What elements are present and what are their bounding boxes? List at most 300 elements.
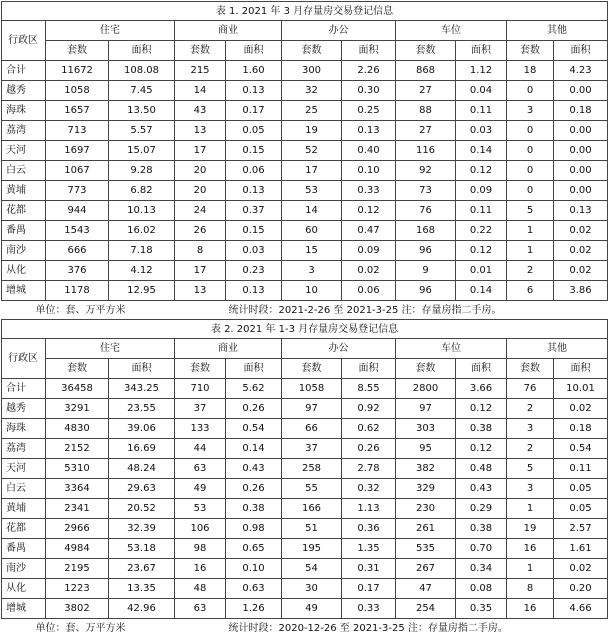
table-cell: 0.48 bbox=[456, 459, 507, 479]
table-cell: 16 bbox=[175, 559, 226, 579]
region-header: 行政区 bbox=[2, 21, 46, 61]
table-cell: 48 bbox=[175, 579, 226, 599]
subheader-count: 套数 bbox=[396, 359, 456, 379]
table-cell: 0.37 bbox=[226, 201, 282, 221]
table-row bbox=[2, 419, 608, 439]
table-cell: 5 bbox=[507, 201, 554, 221]
table-cell: 51 bbox=[282, 519, 342, 539]
region-name: 黄埔 bbox=[2, 181, 46, 201]
table-cell: 0.05 bbox=[226, 121, 282, 141]
table-cell: 0.29 bbox=[456, 499, 507, 519]
table-cell: 0.70 bbox=[456, 539, 507, 559]
group-header: 住宅 bbox=[46, 21, 175, 41]
table-cell: 1223 bbox=[46, 579, 109, 599]
table-cell: 1.12 bbox=[456, 61, 507, 81]
table-cell: 1 bbox=[507, 241, 554, 261]
region-name: 番禺 bbox=[2, 539, 46, 559]
table-cell: 3364 bbox=[46, 479, 109, 499]
table-cell: 0.04 bbox=[456, 81, 507, 101]
table-cell: 0.38 bbox=[456, 519, 507, 539]
table-row bbox=[2, 161, 608, 181]
unit-note: 单位：套、万平方米 bbox=[2, 301, 226, 320]
table-row bbox=[2, 121, 608, 141]
table-cell: 20 bbox=[175, 161, 226, 181]
table-cell: 0 bbox=[507, 161, 554, 181]
table-cell: 535 bbox=[396, 539, 456, 559]
subheader-count: 套数 bbox=[282, 41, 342, 61]
table-cell: 0.11 bbox=[456, 201, 507, 221]
table-cell: 1.60 bbox=[226, 61, 282, 81]
table-cell: 0.13 bbox=[226, 81, 282, 101]
subheader-count: 套数 bbox=[175, 41, 226, 61]
region-name: 南沙 bbox=[2, 559, 46, 579]
table-cell: 0.62 bbox=[342, 419, 396, 439]
region-name: 从化 bbox=[2, 261, 46, 281]
table-cell: 0.00 bbox=[554, 81, 608, 101]
table-cell: 382 bbox=[396, 459, 456, 479]
table-cell: 0.33 bbox=[342, 599, 396, 619]
table-cell: 26 bbox=[175, 221, 226, 241]
table-cell: 0.00 bbox=[554, 141, 608, 161]
subheader-count: 套数 bbox=[46, 359, 109, 379]
subheader-area: 面积 bbox=[342, 359, 396, 379]
table-cell: 0.12 bbox=[342, 201, 396, 221]
table-cell: 49 bbox=[175, 479, 226, 499]
table-cell: 0 bbox=[507, 121, 554, 141]
table-row bbox=[2, 579, 608, 599]
subheader-area: 面积 bbox=[456, 41, 507, 61]
table-cell: 0.00 bbox=[554, 121, 608, 141]
table-cell: 329 bbox=[396, 479, 456, 499]
table-cell: 0.02 bbox=[342, 261, 396, 281]
table-cell: 76 bbox=[396, 201, 456, 221]
table-cell: 5 bbox=[507, 459, 554, 479]
table-row bbox=[2, 261, 608, 281]
table-row bbox=[2, 241, 608, 261]
table-cell: 1058 bbox=[282, 379, 342, 399]
table-cell: 2 bbox=[507, 439, 554, 459]
subheader-area: 面积 bbox=[226, 41, 282, 61]
table-cell: 37 bbox=[282, 439, 342, 459]
subheader-count: 套数 bbox=[282, 359, 342, 379]
table-cell: 4.23 bbox=[554, 61, 608, 81]
table-cell: 2.57 bbox=[554, 519, 608, 539]
table-cell: 9 bbox=[396, 261, 456, 281]
table-row bbox=[2, 221, 608, 241]
table-cell: 666 bbox=[46, 241, 109, 261]
subheader-count: 套数 bbox=[46, 41, 109, 61]
table-cell: 53 bbox=[175, 499, 226, 519]
table-cell: 254 bbox=[396, 599, 456, 619]
region-name: 天河 bbox=[2, 141, 46, 161]
table-row bbox=[2, 281, 608, 301]
table-cell: 0.11 bbox=[554, 459, 608, 479]
table-cell: 0.05 bbox=[554, 479, 608, 499]
table-cell: 0.25 bbox=[342, 101, 396, 121]
table-cell: 0.14 bbox=[456, 281, 507, 301]
table-row bbox=[2, 559, 608, 579]
table-cell: 0.98 bbox=[226, 519, 282, 539]
table-cell: 2341 bbox=[46, 499, 109, 519]
table-cell: 44 bbox=[175, 439, 226, 459]
table-cell: 19 bbox=[282, 121, 342, 141]
group-header: 车位 bbox=[396, 339, 507, 359]
region-name: 海珠 bbox=[2, 419, 46, 439]
table-cell: 0.02 bbox=[554, 221, 608, 241]
table-cell: 230 bbox=[396, 499, 456, 519]
table-cell: 3.86 bbox=[554, 281, 608, 301]
table-cell: 0.06 bbox=[342, 281, 396, 301]
table-cell: 0.31 bbox=[342, 559, 396, 579]
table-cell: 98 bbox=[175, 539, 226, 559]
table-cell: 133 bbox=[175, 419, 226, 439]
table-cell: 32 bbox=[282, 81, 342, 101]
table-cell: 0.18 bbox=[554, 101, 608, 121]
table-cell: 166 bbox=[282, 499, 342, 519]
table-cell: 15.07 bbox=[109, 141, 175, 161]
table-row bbox=[2, 141, 608, 161]
table-cell: 73 bbox=[396, 181, 456, 201]
table-cell: 16 bbox=[507, 599, 554, 619]
table-cell: 2195 bbox=[46, 559, 109, 579]
table-cell: 66 bbox=[282, 419, 342, 439]
table-cell: 0.12 bbox=[456, 399, 507, 419]
table-cell: 23.55 bbox=[109, 399, 175, 419]
table-cell: 303 bbox=[396, 419, 456, 439]
subheader-area: 面积 bbox=[342, 41, 396, 61]
unit-note: 单位：套、万平方米 bbox=[2, 619, 226, 637]
table-cell: 3.66 bbox=[456, 379, 507, 399]
table-cell: 95 bbox=[396, 439, 456, 459]
table-cell: 96 bbox=[396, 241, 456, 261]
table-cell: 11672 bbox=[46, 61, 109, 81]
table-cell: 6 bbox=[507, 281, 554, 301]
table-cell: 0.23 bbox=[226, 261, 282, 281]
table-cell: 0.26 bbox=[342, 439, 396, 459]
table-cell: 0.06 bbox=[226, 161, 282, 181]
table-row bbox=[2, 519, 608, 539]
group-header: 其他 bbox=[507, 339, 608, 359]
subheader-count: 套数 bbox=[507, 359, 554, 379]
region-name: 从化 bbox=[2, 579, 46, 599]
table-cell: 0.00 bbox=[554, 181, 608, 201]
table-cell: 17 bbox=[175, 261, 226, 281]
table-row bbox=[2, 539, 608, 559]
table-cell: 12.95 bbox=[109, 281, 175, 301]
header-row bbox=[2, 21, 608, 41]
table-cell: 47 bbox=[396, 579, 456, 599]
table-cell: 2800 bbox=[396, 379, 456, 399]
table-row bbox=[2, 61, 608, 81]
table-cell: 1.61 bbox=[554, 539, 608, 559]
table-cell: 92 bbox=[396, 161, 456, 181]
table-cell: 1178 bbox=[46, 281, 109, 301]
table-cell: 13 bbox=[175, 121, 226, 141]
table-row bbox=[2, 201, 608, 221]
region-name: 增城 bbox=[2, 281, 46, 301]
subheader-row bbox=[2, 359, 608, 379]
table-cell: 0.30 bbox=[342, 81, 396, 101]
table-cell: 0.32 bbox=[342, 479, 396, 499]
table-cell: 713 bbox=[46, 121, 109, 141]
table-cell: 0.43 bbox=[226, 459, 282, 479]
table-row bbox=[2, 399, 608, 419]
table-row bbox=[2, 459, 608, 479]
table-cell: 0.63 bbox=[226, 579, 282, 599]
subheader-count: 套数 bbox=[396, 41, 456, 61]
table-cell: 37 bbox=[175, 399, 226, 419]
table-cell: 343.25 bbox=[109, 379, 175, 399]
table-cell: 116 bbox=[396, 141, 456, 161]
table-cell: 1697 bbox=[46, 141, 109, 161]
table-cell: 0.12 bbox=[456, 241, 507, 261]
table-cell: 17 bbox=[175, 141, 226, 161]
table-cell: 0.54 bbox=[226, 419, 282, 439]
note-row bbox=[2, 301, 608, 320]
table-cell: 0.00 bbox=[554, 161, 608, 181]
table-cell: 23.67 bbox=[109, 559, 175, 579]
table-cell: 0.02 bbox=[554, 399, 608, 419]
table-2 bbox=[1, 319, 608, 637]
table-cell: 4.12 bbox=[109, 261, 175, 281]
table-cell: 1.35 bbox=[342, 539, 396, 559]
region-name: 增城 bbox=[2, 599, 46, 619]
table-cell: 195 bbox=[282, 539, 342, 559]
region-name: 越秀 bbox=[2, 81, 46, 101]
table-cell: 3802 bbox=[46, 599, 109, 619]
group-header: 办公 bbox=[282, 21, 396, 41]
table-cell: 7.18 bbox=[109, 241, 175, 261]
table-cell: 0 bbox=[507, 141, 554, 161]
table-cell: 0.13 bbox=[226, 281, 282, 301]
subheader-count: 套数 bbox=[507, 41, 554, 61]
table-cell: 19 bbox=[507, 519, 554, 539]
table-cell: 0.11 bbox=[456, 101, 507, 121]
table-cell: 9.28 bbox=[109, 161, 175, 181]
table-cell: 10.13 bbox=[109, 201, 175, 221]
table-cell: 0.38 bbox=[456, 419, 507, 439]
table-cell: 16 bbox=[507, 539, 554, 559]
table-cell: 0.15 bbox=[226, 141, 282, 161]
table-cell: 10.01 bbox=[554, 379, 608, 399]
table-title-row bbox=[2, 2, 608, 21]
table-cell: 5.57 bbox=[109, 121, 175, 141]
table-cell: 0.92 bbox=[342, 399, 396, 419]
table-cell: 0.34 bbox=[456, 559, 507, 579]
region-name: 越秀 bbox=[2, 399, 46, 419]
table-cell: 5.62 bbox=[226, 379, 282, 399]
table-cell: 14 bbox=[282, 201, 342, 221]
table-cell: 13 bbox=[175, 281, 226, 301]
table-cell: 108.08 bbox=[109, 61, 175, 81]
table-cell: 0.13 bbox=[342, 121, 396, 141]
table-cell: 7.45 bbox=[109, 81, 175, 101]
table-cell: 0.33 bbox=[342, 181, 396, 201]
group-header: 其他 bbox=[507, 21, 608, 41]
table-cell: 3 bbox=[507, 101, 554, 121]
table-cell: 8.55 bbox=[342, 379, 396, 399]
subheader-area: 面积 bbox=[109, 359, 175, 379]
table-cell: 1 bbox=[507, 559, 554, 579]
region-name: 海珠 bbox=[2, 101, 46, 121]
subheader-area: 面积 bbox=[554, 41, 608, 61]
subheader-count: 套数 bbox=[175, 359, 226, 379]
table-cell: 0 bbox=[507, 181, 554, 201]
table-title: 表 1. 2021 年 3 月存量房交易登记信息 bbox=[2, 2, 608, 21]
region-name: 天河 bbox=[2, 459, 46, 479]
table-cell: 52 bbox=[282, 141, 342, 161]
table-row bbox=[2, 81, 608, 101]
table-cell: 14 bbox=[175, 81, 226, 101]
table-cell: 258 bbox=[282, 459, 342, 479]
table-cell: 0.05 bbox=[554, 499, 608, 519]
table-cell: 1.13 bbox=[342, 499, 396, 519]
table-cell: 1543 bbox=[46, 221, 109, 241]
table-cell: 24 bbox=[175, 201, 226, 221]
table-cell: 13.35 bbox=[109, 579, 175, 599]
table-cell: 868 bbox=[396, 61, 456, 81]
table-cell: 53.18 bbox=[109, 539, 175, 559]
table-cell: 0.35 bbox=[456, 599, 507, 619]
table-cell: 0.03 bbox=[226, 241, 282, 261]
table-cell: 1657 bbox=[46, 101, 109, 121]
table-cell: 1 bbox=[507, 221, 554, 241]
table-1 bbox=[1, 1, 608, 319]
table-cell: 4984 bbox=[46, 539, 109, 559]
note-row bbox=[2, 619, 608, 637]
period-note: 统计时段：2020-12-26 至 2021-3-25 注：存量房指二手房。 bbox=[226, 619, 608, 637]
region-name: 番禺 bbox=[2, 221, 46, 241]
table-cell: 96 bbox=[396, 281, 456, 301]
table-row bbox=[2, 479, 608, 499]
table-cell: 27 bbox=[396, 121, 456, 141]
table-cell: 4830 bbox=[46, 419, 109, 439]
table-cell: 48.24 bbox=[109, 459, 175, 479]
table-cell: 30 bbox=[282, 579, 342, 599]
table-cell: 710 bbox=[175, 379, 226, 399]
table-cell: 2152 bbox=[46, 439, 109, 459]
subheader-area: 面积 bbox=[554, 359, 608, 379]
table-cell: 0.26 bbox=[226, 399, 282, 419]
table-cell: 0.12 bbox=[456, 161, 507, 181]
table-cell: 20 bbox=[175, 181, 226, 201]
table-cell: 32.39 bbox=[109, 519, 175, 539]
table-cell: 0.13 bbox=[554, 201, 608, 221]
table-cell: 0.02 bbox=[554, 241, 608, 261]
table-cell: 944 bbox=[46, 201, 109, 221]
period-note: 统计时段：2021-2-26 至 2021-3-25 注：存量房指二手房。 bbox=[226, 301, 608, 320]
table-cell: 13.50 bbox=[109, 101, 175, 121]
group-header: 办公 bbox=[282, 339, 396, 359]
table-cell: 300 bbox=[282, 61, 342, 81]
table-cell: 215 bbox=[175, 61, 226, 81]
table-cell: 0.12 bbox=[456, 439, 507, 459]
table-cell: 16.69 bbox=[109, 439, 175, 459]
table-cell: 27 bbox=[396, 81, 456, 101]
table-cell: 0 bbox=[507, 81, 554, 101]
region-name: 白云 bbox=[2, 479, 46, 499]
table-cell: 0.47 bbox=[342, 221, 396, 241]
table-row bbox=[2, 379, 608, 399]
table-cell: 1.26 bbox=[226, 599, 282, 619]
table-cell: 25 bbox=[282, 101, 342, 121]
table-cell: 0.65 bbox=[226, 539, 282, 559]
region-name: 南沙 bbox=[2, 241, 46, 261]
group-header: 车位 bbox=[396, 21, 507, 41]
table-cell: 0.10 bbox=[342, 161, 396, 181]
table-cell: 0.02 bbox=[554, 261, 608, 281]
table-cell: 29.63 bbox=[109, 479, 175, 499]
table-cell: 18 bbox=[507, 61, 554, 81]
table-cell: 17 bbox=[282, 161, 342, 181]
region-name: 花都 bbox=[2, 201, 46, 221]
table-cell: 0.14 bbox=[456, 141, 507, 161]
table-cell: 63 bbox=[175, 459, 226, 479]
table-cell: 0.09 bbox=[342, 241, 396, 261]
table-cell: 106 bbox=[175, 519, 226, 539]
table-cell: 0.09 bbox=[456, 181, 507, 201]
table-cell: 3 bbox=[282, 261, 342, 281]
table-cell: 88 bbox=[396, 101, 456, 121]
table-cell: 0.38 bbox=[226, 499, 282, 519]
region-name: 合计 bbox=[2, 61, 46, 81]
table-row bbox=[2, 599, 608, 619]
table-cell: 60 bbox=[282, 221, 342, 241]
region-header: 行政区 bbox=[2, 339, 46, 379]
region-name: 合计 bbox=[2, 379, 46, 399]
table-cell: 0.54 bbox=[554, 439, 608, 459]
region-name: 黄埔 bbox=[2, 499, 46, 519]
table-cell: 0.15 bbox=[226, 221, 282, 241]
table-cell: 15 bbox=[282, 241, 342, 261]
table-cell: 1067 bbox=[46, 161, 109, 181]
subheader-area: 面积 bbox=[226, 359, 282, 379]
region-name: 荔湾 bbox=[2, 439, 46, 459]
group-header: 商业 bbox=[175, 339, 282, 359]
table-cell: 0.01 bbox=[456, 261, 507, 281]
table-cell: 39.06 bbox=[109, 419, 175, 439]
table-cell: 53 bbox=[282, 181, 342, 201]
table-cell: 0.10 bbox=[226, 559, 282, 579]
table-cell: 0.18 bbox=[554, 419, 608, 439]
table-row bbox=[2, 439, 608, 459]
region-name: 白云 bbox=[2, 161, 46, 181]
table-cell: 0.02 bbox=[554, 559, 608, 579]
table-cell: 0.17 bbox=[342, 579, 396, 599]
table-cell: 43 bbox=[175, 101, 226, 121]
table-cell: 376 bbox=[46, 261, 109, 281]
table-cell: 2 bbox=[507, 261, 554, 281]
table-cell: 2966 bbox=[46, 519, 109, 539]
subheader-area: 面积 bbox=[109, 41, 175, 61]
group-header: 商业 bbox=[175, 21, 282, 41]
table-row bbox=[2, 499, 608, 519]
table-cell: 267 bbox=[396, 559, 456, 579]
table-cell: 3291 bbox=[46, 399, 109, 419]
table-cell: 2 bbox=[507, 399, 554, 419]
table-cell: 42.96 bbox=[109, 599, 175, 619]
subheader-area: 面积 bbox=[456, 359, 507, 379]
table-cell: 55 bbox=[282, 479, 342, 499]
table-cell: 0.40 bbox=[342, 141, 396, 161]
table-cell: 8 bbox=[175, 241, 226, 261]
table-title-row bbox=[2, 320, 608, 339]
header-row bbox=[2, 339, 608, 359]
table-cell: 2.78 bbox=[342, 459, 396, 479]
table-cell: 5310 bbox=[46, 459, 109, 479]
table-cell: 1 bbox=[507, 499, 554, 519]
table-cell: 1058 bbox=[46, 81, 109, 101]
